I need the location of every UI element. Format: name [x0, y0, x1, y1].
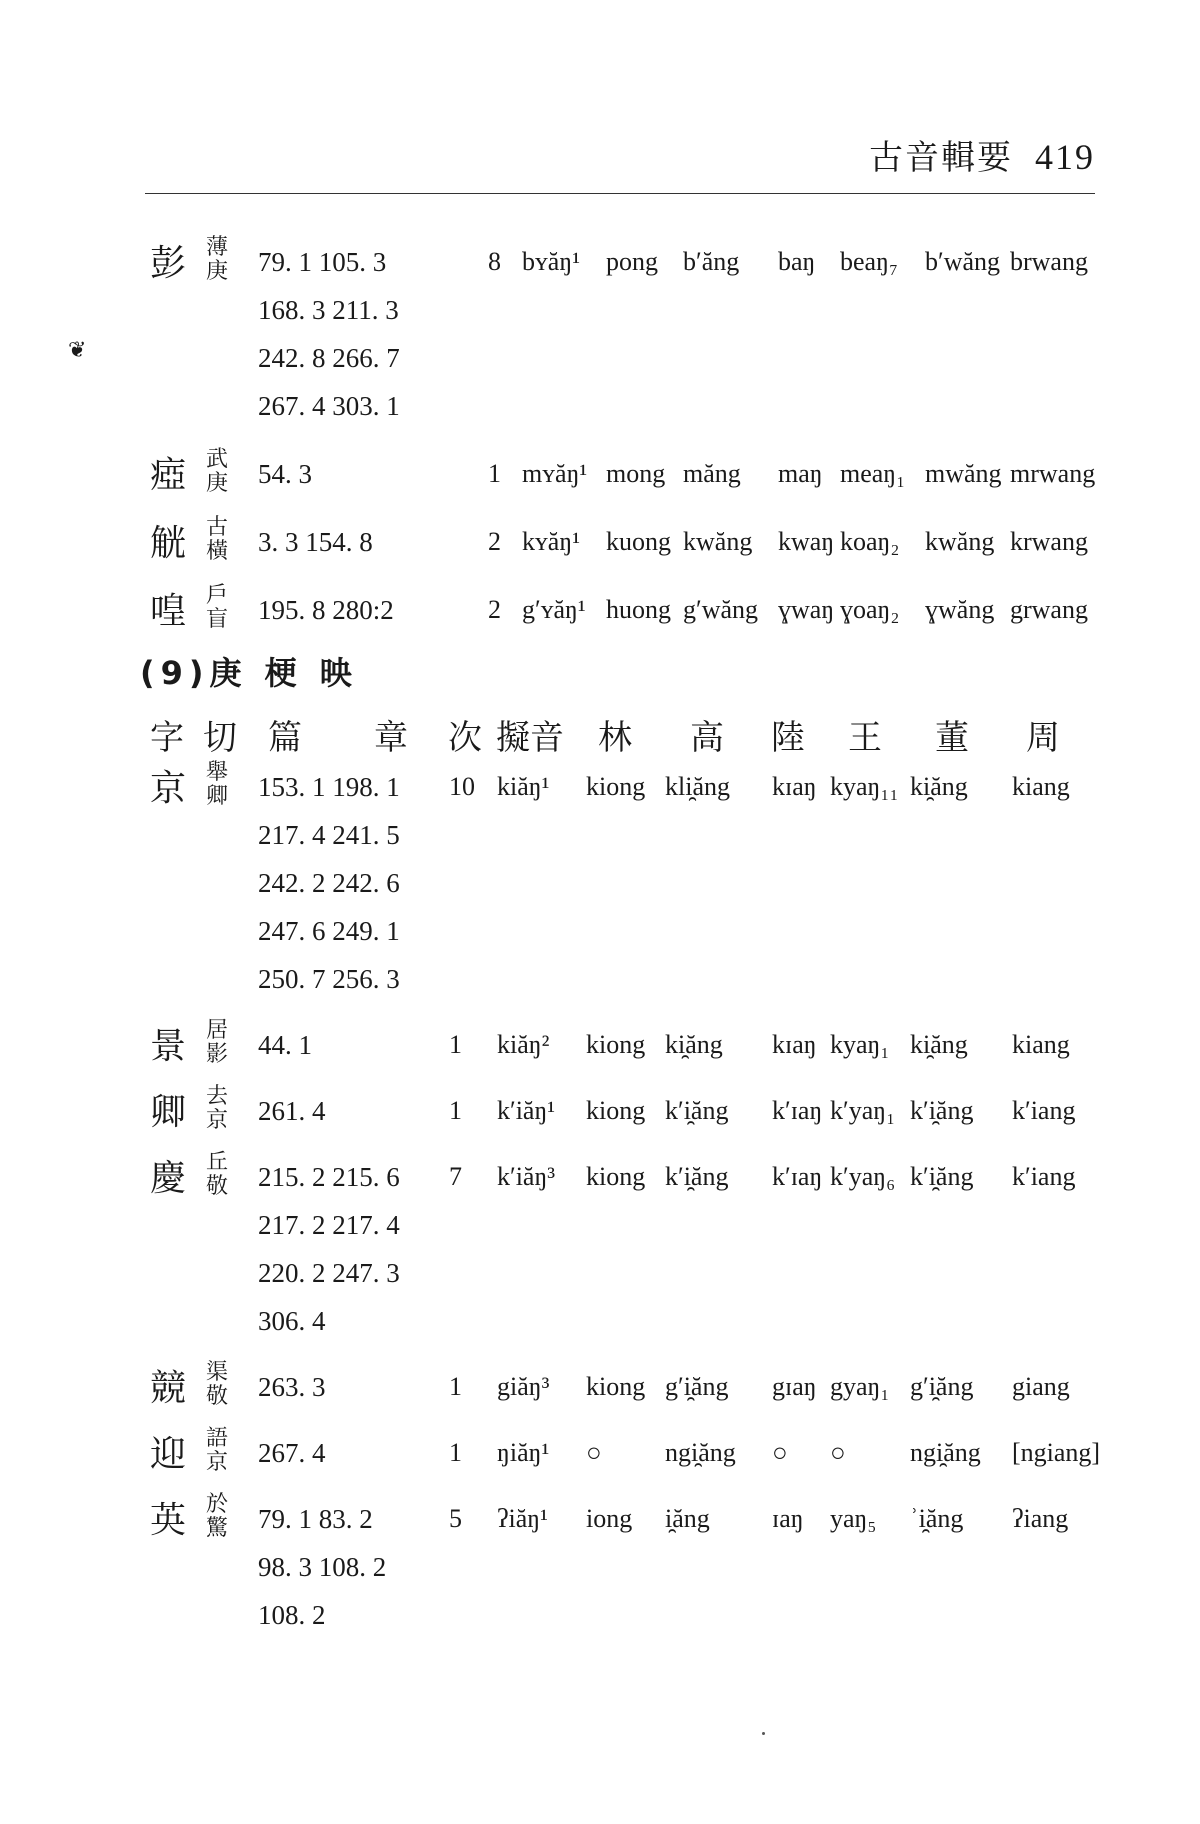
fanqie	[204, 448, 230, 496]
col-ni: g′ʏăŋ¹	[522, 595, 586, 624]
col-ni: kʏăŋ¹	[522, 527, 581, 556]
column-header: 切	[203, 718, 237, 758]
ref-list	[258, 450, 312, 498]
ref-list	[258, 1429, 326, 1477]
fanqie	[204, 1493, 230, 1541]
col-gao: k′i̯ăng	[665, 1162, 729, 1191]
col-lu: kɪaŋ	[772, 1030, 817, 1059]
fanqie-char: 語	[205, 1426, 228, 1451]
col-ni: k′iăŋ³	[497, 1162, 556, 1191]
col-gao: măng	[683, 459, 741, 488]
col-wang: gyaŋ₁	[830, 1372, 890, 1401]
ref-line: 267. 4 303. 1	[258, 391, 400, 421]
col-wang: koaŋ₂	[840, 527, 900, 556]
fanqie	[204, 584, 230, 632]
col-count: 2	[488, 527, 501, 556]
fanqie-char: 敬	[205, 1174, 228, 1199]
ref-line: 195. 8 280:2	[258, 595, 394, 625]
fanqie-char: 盲	[205, 607, 228, 632]
fanqie-char: 武	[205, 447, 228, 472]
col-dong: g′i̯ăng	[910, 1372, 974, 1401]
col-lin: iong	[586, 1504, 633, 1533]
head-char: 觥	[150, 523, 187, 564]
column-header: 周	[1026, 718, 1060, 758]
col-dong: ki̯ăng	[910, 1030, 968, 1059]
ref-line: 79. 1 83. 2	[258, 1504, 373, 1534]
col-wang: meaŋ₁	[840, 459, 906, 488]
column-header: 董	[935, 718, 969, 758]
col-lin: kiong	[586, 1030, 646, 1059]
column-header: 陸	[771, 718, 805, 758]
col-ni: k′iăŋ¹	[497, 1096, 556, 1125]
col-gao: k′i̯ăng	[665, 1096, 729, 1125]
col-lu: maŋ	[778, 459, 823, 488]
fanqie	[204, 1151, 230, 1199]
col-lin: kuong	[606, 527, 671, 556]
ref-list	[258, 1021, 312, 1069]
ref-line: 247. 6 249. 1	[258, 916, 400, 946]
head-char: 迎	[150, 1434, 187, 1475]
col-dong: ʾi̯ăng	[910, 1504, 964, 1533]
col-dong: ki̯ăng	[910, 772, 968, 801]
ref-line: 108. 2	[258, 1600, 326, 1630]
fanqie-char: 薄	[205, 235, 228, 260]
col-count: 1	[449, 1438, 462, 1467]
fanqie-char: 去	[205, 1084, 228, 1109]
fanqie-char: 戶	[205, 583, 228, 608]
col-zhou: k′iang	[1012, 1096, 1076, 1125]
col-ni: bʏăŋ¹	[522, 247, 581, 276]
fanqie-char: 舉	[205, 760, 228, 785]
col-wang: kyaŋ₁	[830, 1030, 890, 1059]
col-count: 8	[488, 247, 501, 276]
ref-line: 168. 3 211. 3	[258, 295, 399, 325]
col-dong: ɣwăng	[925, 595, 995, 624]
col-count: 10	[449, 772, 475, 801]
column-header: 章	[374, 718, 408, 758]
col-zhou: giang	[1012, 1372, 1070, 1401]
ref-line: 217. 2 217. 4	[258, 1210, 400, 1240]
fanqie-char: 橫	[205, 539, 228, 564]
col-count: 1	[488, 459, 501, 488]
column-header: 王	[848, 718, 882, 758]
head-char: 卿	[150, 1092, 187, 1133]
ref-line: 242. 2 242. 6	[258, 868, 400, 898]
head-char: 彭	[150, 243, 187, 284]
fanqie-char: 京	[205, 1108, 228, 1133]
column-header: 高	[690, 718, 724, 758]
col-wang: kyaŋ₁₁	[830, 772, 899, 801]
fanqie	[204, 1427, 230, 1475]
head-char: 喤	[150, 591, 187, 632]
column-header: 篇	[268, 718, 302, 758]
fanqie-char: 居	[205, 1018, 228, 1043]
fanqie-char: 庚	[205, 259, 228, 284]
col-ni: kiăŋ²	[497, 1030, 550, 1059]
ref-list	[258, 1087, 326, 1135]
col-wang: ɣoaŋ₂	[840, 595, 900, 624]
column-header: 擬音	[496, 718, 564, 758]
header-rule	[145, 193, 1095, 194]
col-lu: kɪaŋ	[772, 772, 817, 801]
col-lu: gɪaŋ	[772, 1372, 817, 1401]
head-char: 慶	[150, 1158, 187, 1199]
col-dong: kwăng	[925, 527, 995, 556]
margin-mark-icon: ❦	[68, 338, 87, 363]
col-lin: kiong	[586, 772, 646, 801]
col-lin: kiong	[586, 1096, 646, 1125]
col-count: 1	[449, 1372, 462, 1401]
col-count: 2	[488, 595, 501, 624]
col-dong: b′wăng	[925, 247, 1001, 276]
col-gao: ki̯ăng	[665, 1030, 723, 1059]
ref-list	[258, 238, 400, 430]
col-ni: giăŋ³	[497, 1372, 550, 1401]
head-char: 景	[150, 1026, 187, 1067]
ref-list	[258, 1495, 386, 1639]
col-zhou: kiang	[1012, 1030, 1070, 1059]
fanqie-char: 庚	[205, 471, 228, 496]
col-zhou: krwang	[1010, 527, 1088, 556]
col-count: 7	[449, 1162, 462, 1191]
col-zhou: brwang	[1010, 247, 1088, 276]
fanqie	[204, 761, 230, 809]
col-ni: mʏăŋ¹	[522, 459, 588, 488]
col-ni: ʔiăŋ¹	[497, 1504, 548, 1533]
col-lin: kiong	[586, 1372, 646, 1401]
book-title: 古音輯要	[869, 138, 1013, 178]
fanqie	[204, 1361, 230, 1409]
fanqie-char: 卿	[205, 784, 228, 809]
col-zhou: ʔiang	[1012, 1504, 1069, 1533]
col-lu: kwaŋ	[778, 527, 835, 556]
col-lin: huong	[606, 595, 671, 624]
running-header	[145, 130, 1095, 179]
fanqie	[204, 1019, 230, 1067]
col-lu: ɣwaŋ	[778, 595, 835, 624]
ref-list	[258, 1153, 400, 1345]
fanqie-char: 古	[205, 515, 228, 540]
col-zhou: kiang	[1012, 772, 1070, 801]
col-wang: yaŋ₅	[830, 1504, 877, 1533]
col-lu: k′ɪaŋ	[772, 1162, 823, 1191]
ref-line: 242. 8 266. 7	[258, 343, 400, 373]
fanqie-char: 渠	[205, 1360, 228, 1385]
ref-list	[258, 763, 400, 1003]
col-dong: mwăng	[925, 459, 1002, 488]
col-lu: baŋ	[778, 247, 816, 276]
head-char: 英	[150, 1500, 187, 1541]
ref-line: 44. 1	[258, 1030, 312, 1060]
section-title: (9)庚 梗 映	[140, 654, 358, 692]
fanqie	[204, 516, 230, 564]
col-gao: kwăng	[683, 527, 753, 556]
col-wang: k′yaŋ₆	[830, 1162, 896, 1191]
col-ni: ŋiăŋ¹	[497, 1438, 550, 1467]
ref-line: 3. 3 154. 8	[258, 527, 373, 557]
ref-line: 153. 1 198. 1	[258, 772, 400, 802]
ref-line: 217. 4 241. 5	[258, 820, 400, 850]
col-gao: g′i̯ăng	[665, 1372, 729, 1401]
col-zhou: grwang	[1010, 595, 1088, 624]
fanqie-char: 驚	[205, 1516, 228, 1541]
col-gao: ngi̯ăng	[665, 1438, 736, 1467]
col-zhou: [ngiang]	[1012, 1438, 1101, 1467]
fanqie-char: 敬	[205, 1384, 228, 1409]
col-dong: ngi̯ăng	[910, 1438, 981, 1467]
col-lin: ○	[586, 1438, 602, 1467]
fanqie	[204, 236, 230, 284]
col-wang: ○	[830, 1438, 846, 1467]
fanqie-char: 丘	[205, 1150, 228, 1175]
head-char: 京	[150, 768, 187, 809]
ref-line: 267. 4	[258, 1438, 326, 1468]
ref-line: 263. 3	[258, 1372, 326, 1402]
ref-line: 261. 4	[258, 1096, 326, 1126]
col-lu: ○	[772, 1438, 788, 1467]
ref-line: 54. 3	[258, 459, 312, 489]
column-header: 次	[448, 718, 482, 758]
ref-list	[258, 586, 394, 634]
col-gao: g′wăng	[683, 595, 759, 624]
col-gao: i̯ăng	[665, 1504, 710, 1533]
col-wang: k′yaŋ₁	[830, 1096, 896, 1125]
col-lu: k′ɪaŋ	[772, 1096, 823, 1125]
col-gao: b′ăng	[683, 247, 740, 276]
fanqie-char: 京	[205, 1450, 228, 1475]
ref-line: 306. 4	[258, 1306, 326, 1336]
ref-list	[258, 518, 373, 566]
col-count: 1	[449, 1096, 462, 1125]
col-lin: kiong	[586, 1162, 646, 1191]
col-zhou: k′iang	[1012, 1162, 1076, 1191]
col-wang: beaŋ₇	[840, 247, 899, 276]
ref-line: 98. 3 108. 2	[258, 1552, 387, 1582]
ref-line: 250. 7 256. 3	[258, 964, 400, 994]
fanqie-char: 於	[205, 1492, 228, 1517]
head-char: 瘂	[150, 455, 187, 496]
col-dong: k′i̯ăng	[910, 1096, 974, 1125]
col-count: 1	[449, 1030, 462, 1059]
ref-list	[258, 1363, 326, 1411]
col-dong: k′i̯ăng	[910, 1162, 974, 1191]
col-count: 5	[449, 1504, 462, 1533]
col-gao: kli̯ăng	[665, 772, 730, 801]
ref-line: 220. 2 247. 3	[258, 1258, 400, 1288]
ref-line: 79. 1 105. 3	[258, 247, 387, 277]
col-lin: pong	[606, 247, 658, 276]
col-zhou: mrwang	[1010, 459, 1096, 488]
speck	[762, 1732, 765, 1735]
column-header: 字	[150, 718, 184, 758]
ref-line: 215. 2 215. 6	[258, 1162, 400, 1192]
fanqie	[204, 1085, 230, 1133]
head-char: 競	[150, 1368, 187, 1409]
page-number: 419	[1035, 137, 1095, 177]
col-lin: mong	[606, 459, 666, 488]
column-header: 林	[598, 718, 632, 758]
fanqie-char: 影	[205, 1042, 228, 1067]
col-ni: kiăŋ¹	[497, 772, 550, 801]
col-lu: ɪaŋ	[772, 1504, 804, 1533]
